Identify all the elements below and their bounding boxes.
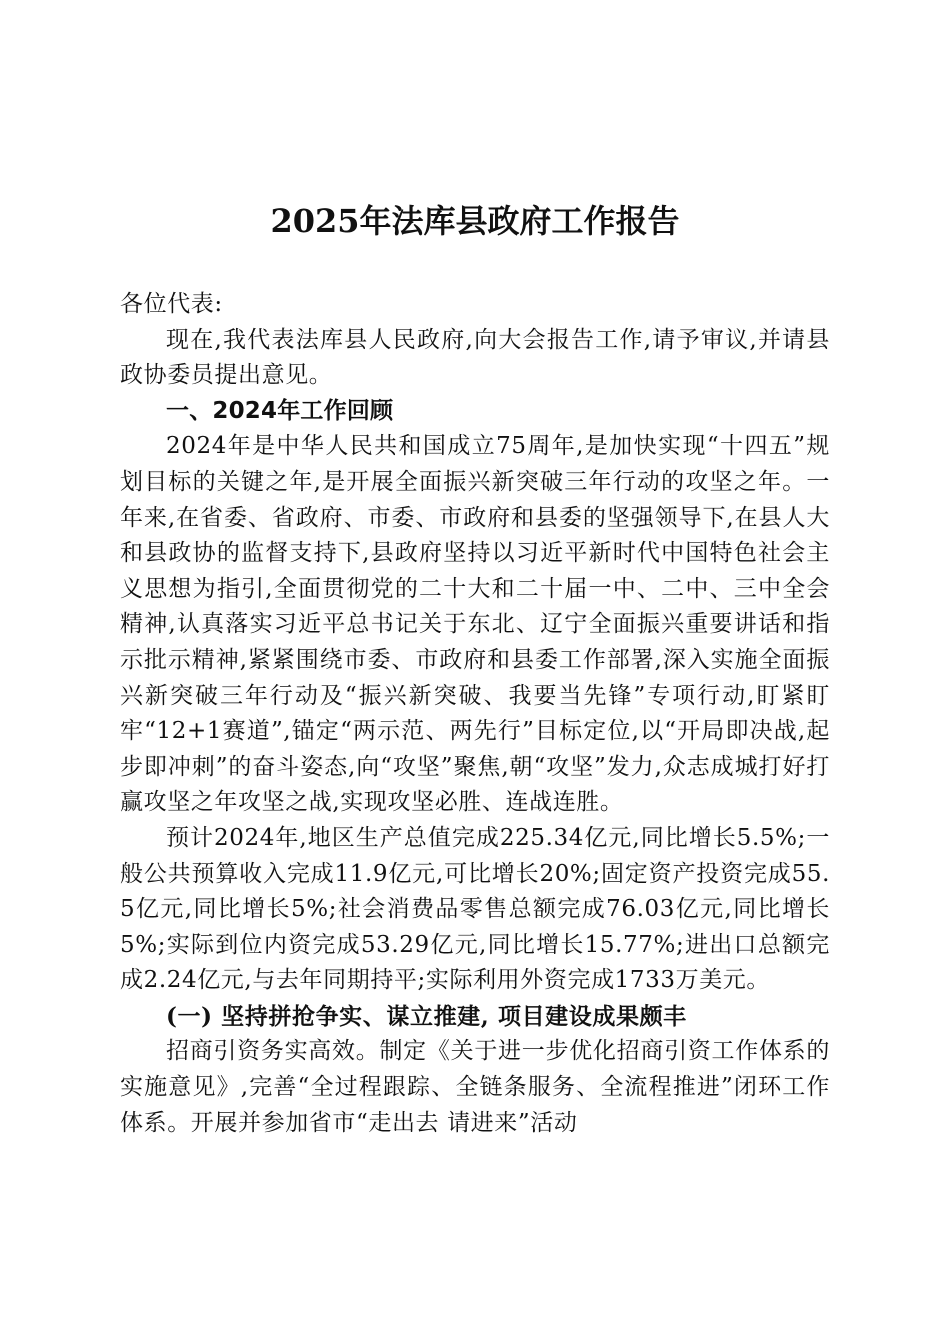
document-body [120, 287, 830, 1141]
review-paragraph: 2024年是中华人民共和国成立75周年,是加快实现“十四五”规划目标的关键之年,是开展全面振兴新突破三年行动的攻坚之年。一年来,在省委、省政府、市委、市政府和县委的坚强领导下,在县人大和县政协的监督支持下,县政府坚持以习近平新时代中国特色社会主义思想为指引,全面贯彻党的二十大和二十届一中、二中、三中全会精神,认真落实习近平总书记关于东北、辽宁全面振兴重要讲话和指示批示精神,紧紧围绕市委、市政府和县委工作部署,深入实施全面振兴新突破三年行动及“振兴新突破、我要当先锋”专项行动,盯紧盯牢“12+1赛道”,锚定“两示范、两先行”目标定位,以“开局即决战,起步即冲刺”的奋斗姿态,向“攻坚”聚焦,朝“攻坚”发力,众志成城打好打赢攻坚之年攻坚之战,实现攻坚必胜、连战连胜。 [120, 433, 830, 816]
section-heading: 一、2024年工作回顾 [166, 397, 394, 424]
document-title: 2025年法库县政府工作报告 [270, 202, 680, 240]
subsection-heading: (一) 坚持拼抢争实、谋立推建, 项目建设成果颇丰 [166, 1002, 687, 1030]
statistics-paragraph: 预计2024年,地区生产总值完成225.34亿元,同比增长5.5%;一般公共预算收入完成11.9亿元,可比增长20%;固定资产投资完成55.5亿元,同比增长5%;社会消费品零售总额完成76.03亿元,同比增长5%;实际到位内资完成53.29亿元,同比增长15.77%;进出口总额完成2.24亿元,与去年同期持平;实际利用外资完成1733万美元。 [120, 824, 830, 994]
intro-paragraph: 现在,我代表法库县人民政府,向大会报告工作,请予审议,并请县政协委员提出意见。 [120, 326, 830, 389]
salutation: 各位代表: [120, 291, 223, 317]
investment-paragraph: 招商引资务实高效。制定《关于进一步优化招商引资工作体系的实施意见》,完善“全过程跟踪、全链条服务、全流程推进”闭环工作体系。开展并参加省市“走出去 请进来”活动 [120, 1038, 830, 1136]
